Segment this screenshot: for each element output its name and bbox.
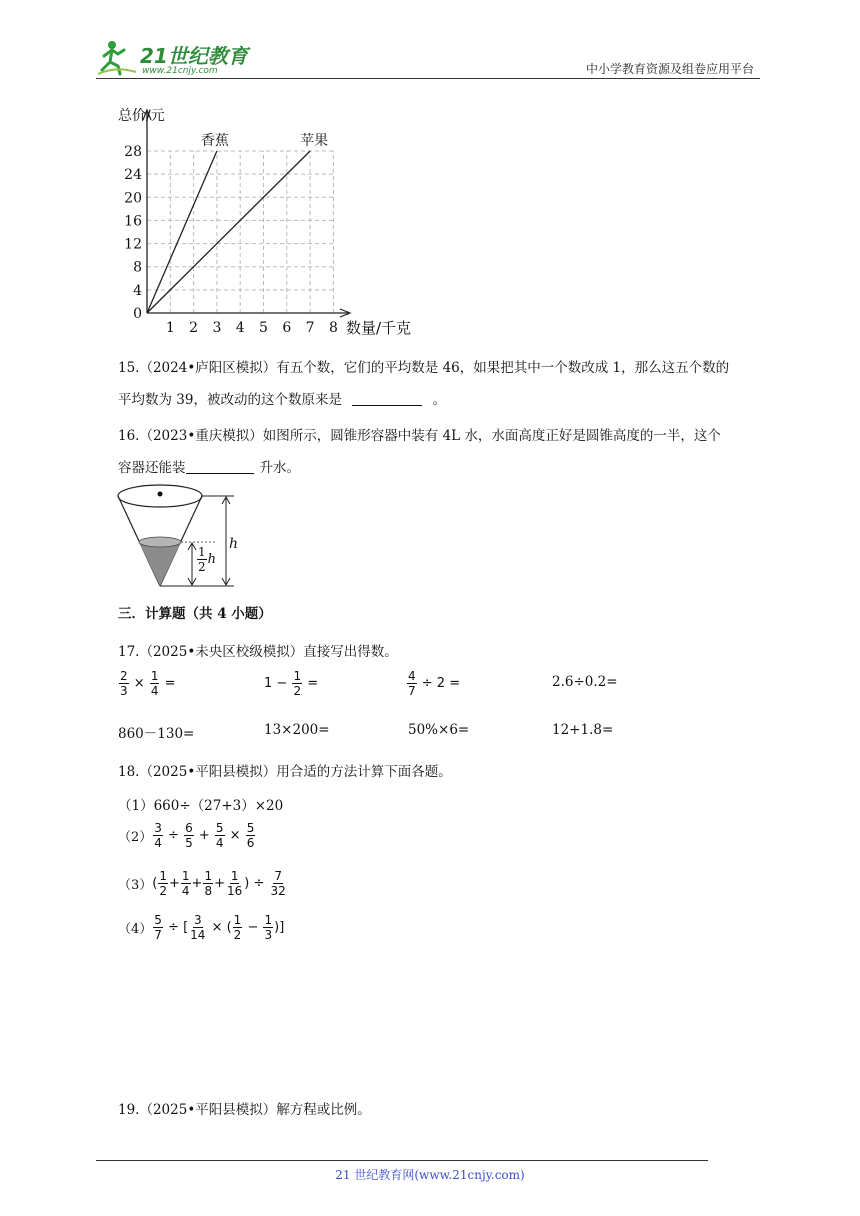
x-tick-label: 6 <box>282 320 292 336</box>
y-axis-label: 总价/元 <box>118 108 165 124</box>
q17-item-5: 860－130= <box>118 726 195 742</box>
y-tick-label: 12 <box>124 236 142 253</box>
q17-item-7: 50%×6= <box>408 722 470 738</box>
x-tick-label: 7 <box>305 320 315 336</box>
q17-item-4: 2.6÷0.2= <box>552 674 618 690</box>
x-tick-label: 5 <box>259 320 268 336</box>
q17-item-3: $\frac{4}{7}$ ÷ 2 = <box>408 669 461 698</box>
series-line-apple <box>147 151 310 313</box>
q18-part1: （1）660÷（27+3）×20 <box>118 798 284 814</box>
chart-tick-labels <box>118 108 411 337</box>
x-tick-label: 2 <box>189 320 199 336</box>
x-tick-label: 1 <box>165 320 175 336</box>
q16-answer-blank[interactable] <box>186 459 254 474</box>
q17-item-2: 1 − $\frac{1}{2}$ = <box>264 669 319 698</box>
q15-text: 平均数为 39，被改动的这个数原来是 <box>118 392 342 408</box>
cone-h-label: h <box>229 536 239 552</box>
y-tick-label: 24 <box>124 167 142 184</box>
series-label: 香蕉 <box>200 133 229 149</box>
q17-title: 17.（2025•未央区校级模拟）直接写出得数。 <box>118 644 398 660</box>
x-tick-label: 3 <box>212 320 222 336</box>
site-logo <box>96 36 266 80</box>
section3-title: 三．计算题（共 4 小题） <box>118 606 272 622</box>
q16-text-end: 升水。 <box>259 460 300 476</box>
y-tick-label: 20 <box>124 190 142 207</box>
y-tick-label: 4 <box>133 282 142 299</box>
cone-half-h-label: $\frac{1}{2}$ h <box>198 545 217 574</box>
x-tick-label: 8 <box>328 320 338 336</box>
x-tick-label: 4 <box>235 320 245 336</box>
price-quantity-chart <box>110 100 430 340</box>
chart-series <box>147 132 328 313</box>
header-divider <box>96 78 760 79</box>
logo-title: 21世纪教育 <box>140 44 248 68</box>
y-tick-label: 16 <box>124 213 142 230</box>
footer-text: 21 世纪教育网(www.21cnjy.com) <box>335 1168 525 1182</box>
q15-line2 <box>118 388 446 408</box>
header-platform-text: 中小学教育资源及组卷应用平台 <box>585 62 754 76</box>
logo-url: www.21cnjy.com <box>142 66 218 76</box>
q16-line1: 16.（2023•重庆模拟）如图所示，圆锥形容器中装有 4L 水，水面高度正好是圆锥高度的一半，这个 <box>118 428 721 444</box>
q15-answer-blank[interactable] <box>352 391 422 406</box>
q18-part2: （2） $\frac{3}{4}$ ÷ $\frac{6}{5}$ + $\frac{5}{4}$ × $\frac{5}{6}$ <box>118 821 255 850</box>
series-label: 苹果 <box>300 133 329 149</box>
y-tick-label: 8 <box>133 259 142 276</box>
q17-item-8: 12+1.8= <box>552 722 614 738</box>
q15-line1: 15.（2024•庐阳区模拟）有五个数，它们的平均数是 46，如果把其中一个数改成 1，那么这五个数的 <box>118 360 730 376</box>
q18-part3: （3） ( $\frac{1}{2}$ + $\frac{1}{4}$ + $\frac{1}{8}$ + $\frac{1}{16}$ ) ÷ $\frac{7}{32}$ <box>118 869 286 898</box>
chart-grid <box>147 151 333 313</box>
series-line-banana <box>147 151 217 313</box>
q15-text-end: 。 <box>432 392 447 408</box>
cone-figure <box>116 482 246 592</box>
x-axis-label: 数量/千克 <box>346 319 412 337</box>
footer-divider <box>96 1160 708 1161</box>
q17-item-6: 13×200= <box>264 722 330 738</box>
q16-line2 <box>118 456 300 476</box>
q16-text: 容器还能装 <box>118 460 186 476</box>
y-tick-label: 28 <box>124 144 142 160</box>
q18-part4: （4） $\frac{5}{7}$ ÷ [ $\frac{3}{14}$ × ( $\frac{1}{2}$ − $\frac{1}{3}$ )] <box>118 913 285 942</box>
q19-title: 19.（2025•平阳县模拟）解方程或比例。 <box>118 1102 371 1118</box>
q18-title: 18.（2025•平阳县模拟）用合适的方法计算下面各题。 <box>118 764 452 780</box>
y-tick-label: 0 <box>133 306 142 322</box>
q17-item-1: $\frac{2}{3}$ × $\frac{1}{4}$ = <box>120 669 176 698</box>
